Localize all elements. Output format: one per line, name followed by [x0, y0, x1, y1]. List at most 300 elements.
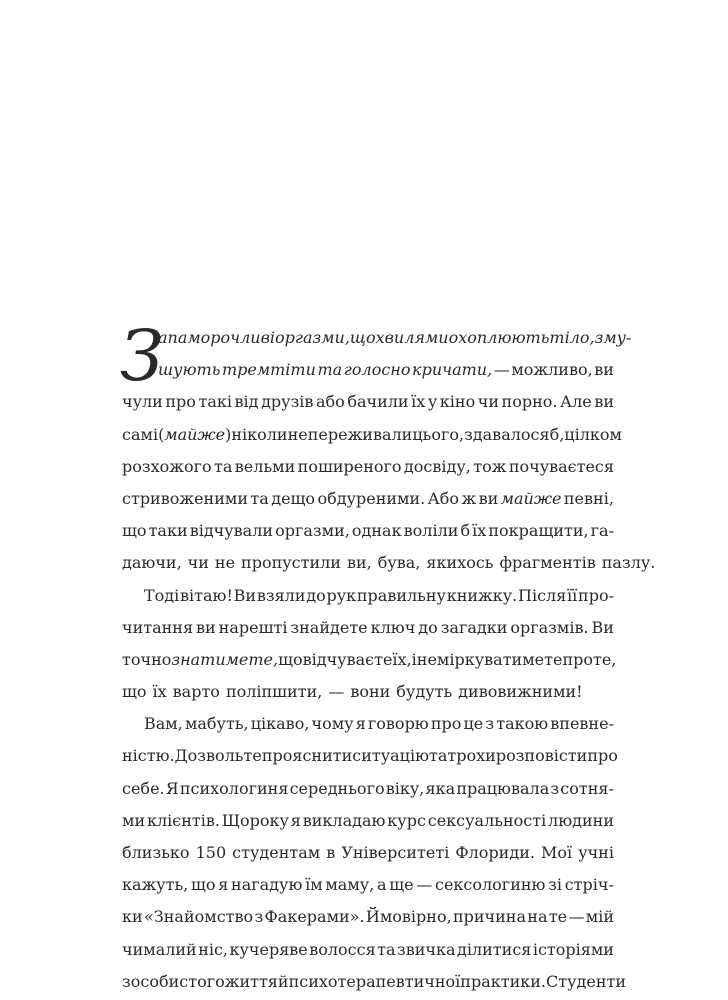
word: [251, 708, 310, 740]
word: [303, 805, 386, 837]
word-text: не: [287, 424, 308, 444]
word-text: про: [587, 746, 618, 766]
word-text: га-: [590, 521, 614, 541]
word: [275, 322, 350, 354]
word-text: чому: [311, 714, 354, 734]
word-text: 150: [195, 843, 227, 862]
word-text: ми: [122, 810, 146, 830]
word: [546, 966, 626, 998]
word: [261, 386, 313, 418]
word-text: якихось: [426, 553, 494, 573]
text-line: [122, 934, 614, 966]
text-line: [122, 580, 614, 612]
word: [440, 386, 475, 418]
text-line: [122, 644, 617, 676]
word: [549, 322, 594, 354]
word-text: ж: [461, 488, 477, 508]
word-text: з: [485, 714, 495, 734]
word-text: самі: [122, 424, 159, 444]
word-text: майже: [164, 424, 226, 444]
word-text: й: [277, 971, 289, 991]
text-line: [122, 708, 614, 740]
text-line: [122, 451, 614, 483]
word: [356, 708, 366, 740]
word-text: людини: [548, 810, 614, 830]
word-text: досвіду,: [403, 456, 471, 476]
word-text: Ви: [591, 617, 614, 637]
word-text: Я: [165, 778, 179, 798]
word: [122, 869, 188, 901]
word-text: на: [527, 907, 548, 927]
word-text: обдуреними.: [317, 488, 426, 508]
word-text: що: [278, 649, 303, 669]
word: [457, 934, 531, 966]
word-text: чи: [187, 553, 209, 573]
word: [326, 580, 356, 612]
word-text: переживали: [307, 424, 413, 444]
word-text: про: [165, 392, 196, 412]
word-text: кучеряве: [229, 939, 308, 959]
word: [357, 580, 446, 612]
word-text: розповісти: [495, 746, 588, 766]
word: [290, 612, 367, 644]
word-text: дивовижними!: [458, 682, 583, 702]
word: [291, 805, 301, 837]
word-text: цілком: [564, 424, 622, 444]
word: [147, 805, 220, 837]
word-text: з: [254, 907, 264, 927]
word: [509, 451, 614, 483]
word-text: я: [355, 714, 366, 734]
word-text: я: [218, 875, 229, 895]
word: [549, 901, 567, 933]
word-text: Але: [560, 392, 592, 412]
word: [122, 483, 248, 515]
word: [222, 354, 316, 386]
word-text: ви: [478, 488, 499, 508]
word-text: чи: [477, 392, 499, 412]
word-text: до: [418, 617, 438, 637]
word: [472, 515, 486, 547]
word-text: зі: [548, 875, 562, 895]
word: [392, 644, 411, 676]
word-text: здавалося: [464, 424, 550, 444]
word: [578, 837, 614, 869]
word-text: Ви: [233, 585, 257, 605]
word-text: Або: [427, 488, 460, 508]
word: [122, 740, 175, 772]
word-text: —: [493, 360, 510, 380]
word-text: близько: [122, 843, 190, 862]
word: [377, 934, 395, 966]
word: [378, 547, 421, 579]
word: [376, 322, 449, 354]
word: [341, 837, 449, 869]
word: [122, 837, 190, 869]
word-text: я: [290, 810, 301, 830]
word-text: про-: [578, 585, 614, 605]
word: [188, 547, 209, 579]
word-text: оргазми,: [275, 328, 350, 347]
word: [494, 354, 510, 386]
word: [122, 934, 197, 966]
word: [455, 837, 535, 869]
word-text: —: [568, 907, 585, 927]
word: [578, 580, 614, 612]
word: [190, 515, 273, 547]
word: [308, 419, 413, 451]
word-text: ки: [122, 907, 143, 927]
word-text: воліли: [403, 521, 459, 541]
word-text: ністю.: [122, 746, 175, 766]
word: [417, 644, 437, 676]
word-text: впевне-: [550, 714, 614, 734]
word-text: порно.: [501, 392, 558, 412]
word: [541, 837, 572, 869]
drop-cap: З: [120, 315, 164, 397]
word: [550, 773, 559, 805]
word-text: стріч-: [564, 875, 614, 895]
word-text: Ймовірно,: [365, 907, 452, 927]
word: [437, 644, 563, 676]
word-text: в: [326, 843, 336, 862]
word: [158, 419, 231, 451]
word: [344, 354, 411, 386]
word-text: та: [317, 360, 343, 380]
word-text: та: [377, 939, 396, 959]
word-text: психологиня: [179, 778, 289, 798]
word-text: дещо: [271, 488, 316, 508]
word: [431, 708, 462, 740]
word: [198, 386, 232, 418]
word-text: ніколи: [231, 424, 288, 444]
word-text: середнього: [289, 778, 385, 798]
word-text: міркуватимете: [436, 649, 563, 669]
word: [171, 644, 278, 676]
word-text: що: [191, 875, 216, 895]
word-text: рук: [326, 585, 357, 605]
word-text: їм: [305, 875, 323, 895]
word: [225, 966, 278, 998]
word: [144, 901, 253, 933]
word-text: стривоженими: [122, 488, 248, 508]
word-text: оргазмів.: [510, 617, 589, 637]
word-text: правильну: [356, 585, 446, 605]
word: [368, 708, 429, 740]
word-text: поліпшити,: [225, 682, 323, 702]
word: [328, 676, 344, 708]
word: [435, 869, 545, 901]
word-text: ви: [196, 617, 216, 637]
word-text: ділитися: [457, 939, 532, 959]
text-line: [122, 612, 614, 644]
word: [460, 515, 470, 547]
word: [548, 805, 614, 837]
word-text: себе.: [122, 778, 165, 798]
word-text: «Знайомство: [143, 907, 254, 927]
word: [371, 612, 416, 644]
word-text: курс: [387, 810, 426, 830]
word: [397, 934, 456, 966]
word: [458, 676, 582, 708]
word: [593, 644, 616, 676]
word: [235, 386, 259, 418]
word: [411, 386, 425, 418]
word-text: апаморочливі: [158, 328, 276, 347]
word-text: друзів: [261, 392, 314, 412]
word: [447, 740, 495, 772]
word-text: Факерами».: [264, 907, 365, 927]
word-text: практики.: [460, 971, 546, 991]
word-text: а: [376, 875, 387, 895]
word-text: розхожого: [122, 456, 212, 476]
word-text: її: [567, 585, 578, 605]
word: [257, 580, 306, 612]
word-text: поширеного: [297, 456, 402, 476]
word-text: вони: [350, 682, 391, 702]
word: [317, 354, 342, 386]
word: [144, 708, 183, 740]
word-text: причина: [452, 907, 526, 927]
word: [592, 612, 614, 644]
text-line: [122, 547, 656, 579]
word-text: кажуть,: [122, 875, 189, 895]
word-text: що: [122, 521, 147, 541]
word-text: Вам,: [144, 714, 183, 734]
word-text: (: [158, 424, 165, 444]
word: [173, 676, 220, 708]
word: [317, 483, 425, 515]
word: [219, 612, 288, 644]
word: [122, 805, 145, 837]
word: [404, 451, 471, 483]
word: [429, 740, 447, 772]
word-text: зму-: [594, 328, 632, 347]
text-line: [122, 740, 618, 772]
word: [404, 515, 459, 547]
word-text: з: [122, 971, 131, 991]
text-line: [122, 773, 614, 805]
word: [316, 386, 345, 418]
word: [165, 386, 196, 418]
word-text: віку,: [385, 778, 425, 798]
word: [198, 934, 228, 966]
word: [226, 676, 322, 708]
word-text: однак: [351, 521, 402, 541]
word: [428, 483, 459, 515]
word: [122, 901, 143, 933]
word-text: та: [250, 488, 269, 508]
word-text: те: [548, 907, 568, 927]
word: [122, 451, 212, 483]
word-text: точно: [122, 649, 172, 669]
word: [560, 773, 614, 805]
word: [122, 966, 131, 998]
word: [449, 322, 550, 354]
word: [352, 515, 402, 547]
word-text: Мої: [541, 843, 573, 862]
word: [290, 773, 385, 805]
word-text: студентам: [232, 843, 321, 862]
word-text: ще: [389, 875, 414, 895]
word-text: знайдете: [290, 617, 368, 637]
word: [231, 419, 287, 451]
word: [485, 708, 494, 740]
word-text: цього,: [412, 424, 465, 444]
word: [222, 805, 289, 837]
word-text: те,: [592, 649, 617, 669]
word: [347, 547, 372, 579]
word: [548, 869, 562, 901]
word-text: маму,: [325, 875, 375, 895]
word: [144, 580, 179, 612]
word: [131, 966, 225, 998]
text-line: [122, 869, 614, 901]
word: [396, 676, 452, 708]
word-text: життя: [224, 971, 278, 991]
word-text: клієнтів.: [146, 810, 220, 830]
word-text: шують: [158, 360, 221, 380]
word: [511, 354, 592, 386]
text-line: [122, 901, 614, 933]
word-text: їх: [472, 521, 487, 541]
word: [288, 419, 308, 451]
text-line: [122, 676, 614, 708]
word-text: їх: [411, 392, 426, 412]
word: [594, 386, 614, 418]
word: [586, 901, 614, 933]
word-text: тіло,: [549, 328, 595, 347]
word: [235, 451, 295, 483]
text-line: [122, 966, 627, 998]
word: [196, 612, 216, 644]
word: [447, 580, 518, 612]
word: [502, 386, 558, 418]
word-text: мабуть,: [184, 714, 249, 734]
word-text: можливо,: [511, 360, 593, 380]
word: [278, 966, 289, 998]
text-line: [122, 515, 614, 547]
word: [453, 901, 526, 933]
word: [533, 934, 614, 966]
word: [460, 966, 546, 998]
word: [428, 805, 546, 837]
word-text: певні,: [563, 488, 614, 508]
word: [232, 837, 320, 869]
word-text: історіями: [532, 939, 614, 959]
text-line: [122, 805, 614, 837]
word-text: сотня-: [560, 778, 614, 798]
word-text: ніс,: [198, 939, 229, 959]
word: [350, 676, 390, 708]
word-text: нарешті: [218, 617, 288, 637]
word-text: учні: [578, 843, 614, 862]
word: [478, 386, 499, 418]
word: [418, 612, 437, 644]
word: [550, 708, 614, 740]
word: [587, 740, 618, 772]
word-text: звичка: [397, 939, 456, 959]
word-text: —: [416, 875, 433, 895]
word-text: чималий: [122, 939, 197, 959]
word-text: Тоді: [144, 585, 180, 605]
word: [518, 580, 566, 612]
word: [254, 901, 263, 933]
word: [326, 837, 335, 869]
word-text: ): [225, 424, 232, 444]
text-line: [122, 419, 622, 451]
word-text: —: [328, 682, 345, 702]
word: [180, 580, 233, 612]
word-text: не: [214, 553, 236, 573]
word-text: Після: [518, 585, 567, 605]
word-text: Флориди.: [455, 843, 535, 862]
word: [214, 451, 232, 483]
word: [426, 773, 456, 805]
word-text: хвилями: [375, 328, 449, 347]
word: [527, 901, 547, 933]
word: [567, 580, 577, 612]
word-text: що: [349, 328, 376, 347]
word: [456, 773, 549, 805]
word-text: будуть: [396, 682, 453, 702]
word: [231, 869, 302, 901]
word: [488, 515, 588, 547]
word: [550, 419, 565, 451]
word: [185, 708, 249, 740]
paragraph: [122, 708, 627, 998]
word: [180, 773, 289, 805]
word: [122, 644, 171, 676]
word: [278, 644, 303, 676]
text-line: [122, 322, 632, 354]
word: [262, 740, 352, 772]
word-text: ви: [594, 392, 614, 412]
word: [309, 934, 375, 966]
word: [191, 869, 216, 901]
word-text: їх,: [392, 649, 412, 669]
word: [428, 386, 437, 418]
text-line: [122, 483, 614, 515]
word: [591, 515, 614, 547]
word: [496, 740, 588, 772]
word-text: взяли: [256, 585, 306, 605]
word: [564, 483, 614, 515]
word-text: даючи,: [122, 553, 182, 573]
word: [306, 580, 325, 612]
word: [250, 483, 268, 515]
text-line: [122, 354, 614, 386]
word: [352, 740, 429, 772]
word: [122, 515, 147, 547]
word-text: та: [214, 456, 233, 476]
word: [595, 322, 632, 354]
word-text: мій: [585, 907, 614, 927]
word-text: відчуваєте: [302, 649, 393, 669]
word: [122, 773, 165, 805]
word: [298, 451, 402, 483]
word: [234, 580, 256, 612]
word: [565, 869, 614, 901]
word: [325, 869, 374, 901]
word-text: яка: [425, 778, 456, 798]
word: [412, 419, 464, 451]
word-text: говорю: [367, 714, 429, 734]
word-text: оргазми,: [275, 521, 350, 541]
word: [473, 451, 506, 483]
word: [416, 869, 432, 901]
word-text: бачили: [347, 392, 409, 412]
